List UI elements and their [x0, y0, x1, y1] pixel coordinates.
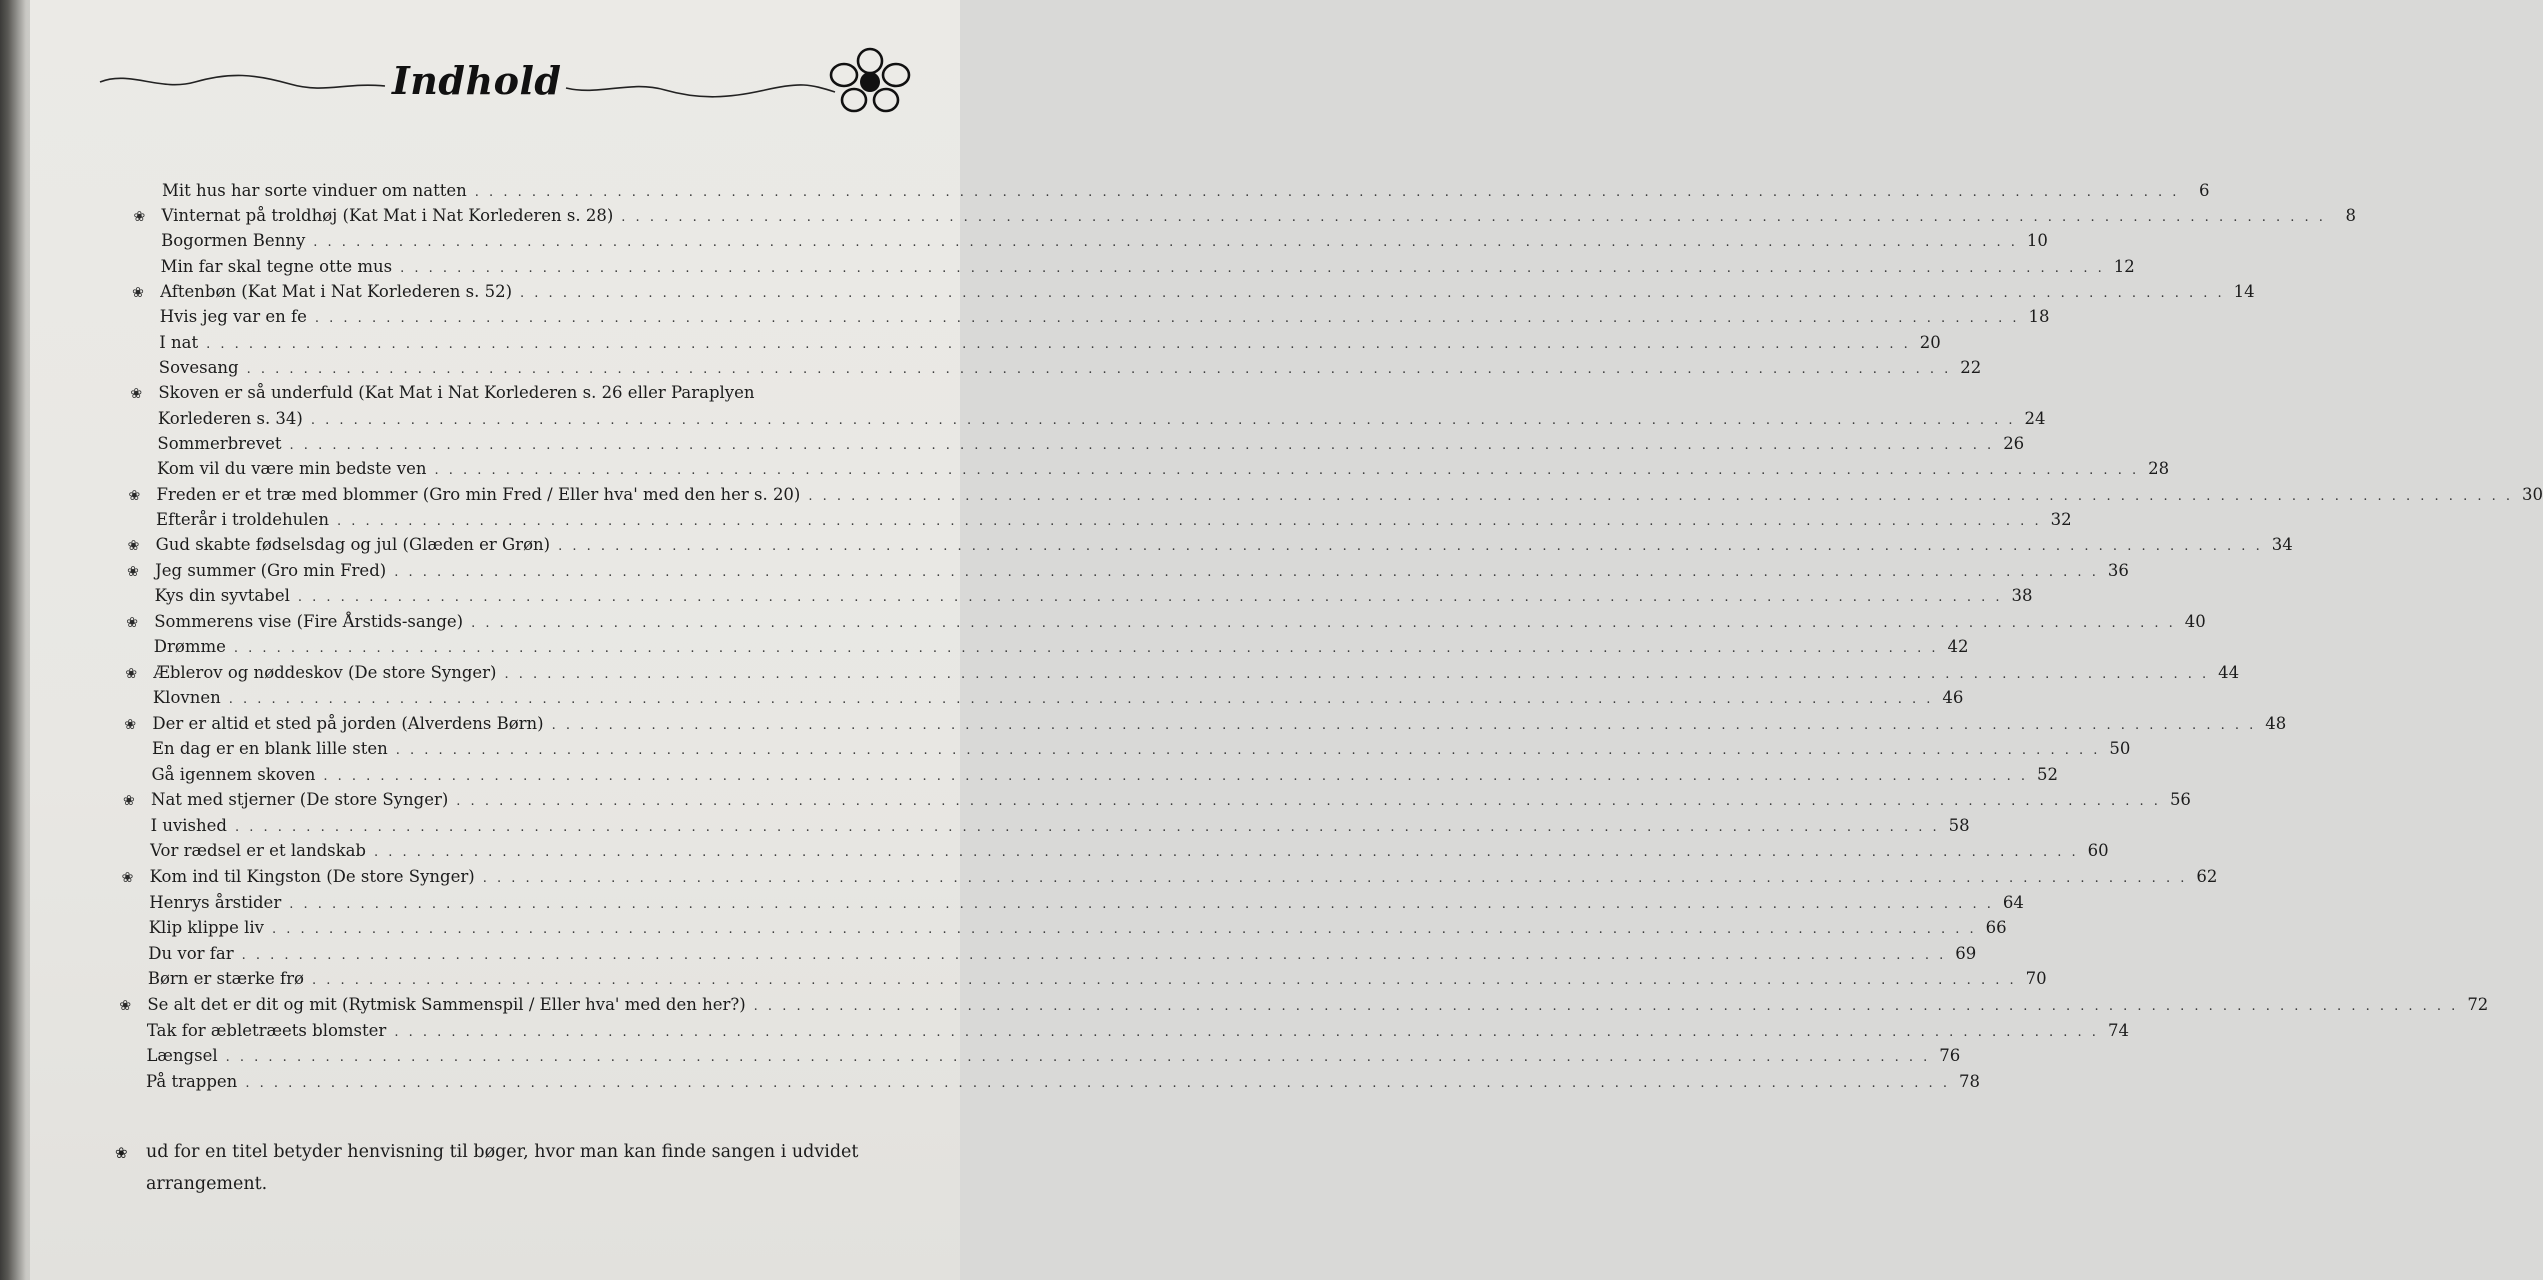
- toc-entry-title: I nat: [159, 332, 199, 352]
- toc-entry: [133, 206, 2356, 228]
- toc-entry-page: 24: [2024, 408, 2046, 428]
- toc-entry: [151, 739, 2131, 761]
- toc-entry-title: Henrys årstider: [149, 892, 282, 912]
- toc-entry-title: Jeg summer (Gro min Fred): [155, 560, 387, 580]
- reference-flower-icon: ❀: [127, 563, 139, 580]
- toc-entry-page: 60: [2087, 841, 2109, 861]
- toc-entry-page: 28: [2148, 459, 2170, 479]
- toc-entry: [152, 688, 1964, 710]
- toc-entry-title: En dag er en blank lille sten: [151, 739, 388, 759]
- dot-leader: . . . . . . . . . . . . . . . . . . . . . . . . . . . . . . . . . . . . . . . . . . . . . . . . . . . . . . . . . . . . . . . . . . . . . . . . . . . . . . . . . . . . . . . . . . . . . . . . . . . . . . . . . . . . . . . . . . . . . . . .: [233, 641, 1939, 657]
- toc-entry-page: 10: [2026, 231, 2048, 251]
- reference-flower-icon: ❀: [132, 285, 144, 302]
- dot-leader: . . . . . . . . . . . . . . . . . . . . . . . . . . . . . . . . . . . . . . . . . . . . . . . . . . . . . . . . . . . . . . . . . . . . . . . . . . . . . . . . . . . . . . . . . . . . . . . . . . . . . . . . . . . . . . . . . . . . . . . .: [225, 1050, 1931, 1066]
- footnote-flower-icon: ❀: [115, 1144, 128, 1162]
- dot-leader: . . . . . . . . . . . . . . . . . . . . . . . . . . . . . . . . . . . . . . . . . . . . . . . . . . . . . . . . . . . . . . . . . . . . . . . . . . . . . . . . . . . . . . . . . . . . . . . . . . . . . . . . . . . . . . . . . . . . . . . .: [394, 1024, 2099, 1040]
- footnote-text: ud for en titel betyder henvisning til bøger, hvor man kan finde sangen i udvidet arrangement.: [146, 1142, 859, 1194]
- footnote: [115, 1136, 905, 1200]
- dot-leader: . . . . . . . . . . . . . . . . . . . . . . . . . . . . . . . . . . . . . . . . . . . . . . . . . . . . . . . . . . . . . . . . . . . . . . . . . . . . . . . . . . . . . . . . . . . . . . . . . . . . . . . . . . . . . . . . . . . . . . . .: [313, 235, 2018, 251]
- reference-flower-icon: ❀: [130, 386, 143, 403]
- toc-entry-title: Gå igennem skoven: [151, 764, 316, 784]
- toc-entry-page: 30: [2522, 484, 2543, 504]
- toc-entry: [132, 282, 2255, 304]
- toc-entry-page: 14: [2233, 282, 2255, 302]
- reference-flower-icon: ❀: [125, 665, 138, 682]
- reference-flower-icon: ❀: [133, 209, 146, 226]
- toc-entry-page: 42: [1947, 637, 1969, 657]
- toc-entry-title: Kom ind til Kingston (De store Synger): [149, 866, 475, 886]
- toc-entry: [127, 535, 2293, 557]
- toc-entry-page: 66: [1985, 918, 2007, 938]
- toc-entry: [161, 231, 2048, 253]
- toc-entry-title: Aftenbøn (Kat Mat i Nat Korlederen s. 52): [160, 282, 513, 302]
- dot-leader: . . . . . . . . . . . . . . . . . . . . . . . . . . . . . . . . . . . . . . . . . . . . . . . . . . . . . . . . . . . . . . . . . . . . . . . . . . . . . . . . . . . . . . . . . . . . . . . . . . . . . . . . . . . . . . . . . . . . . . . .: [395, 743, 2101, 759]
- toc-entry-title: Mit hus har sorte vinduer om natten: [162, 181, 467, 200]
- toc-entry-title: Der er altid et sted på jorden (Alverdens Børn): [152, 713, 544, 733]
- toc-entry-page: 12: [2113, 256, 2135, 276]
- toc-entry-title: Skoven er så underfuld (Kat Mat i Nat Korlederen s. 26 eller Paraplyen: [158, 383, 755, 403]
- toc-entry-page: 52: [2037, 764, 2059, 784]
- toc-entry-page: 48: [2265, 713, 2287, 733]
- toc-entry: [158, 357, 1982, 380]
- flower-icon: [828, 47, 912, 113]
- toc-entry-page: 38: [2011, 586, 2033, 606]
- toc-entry-title: Sovesang: [158, 357, 239, 377]
- page-header: [0, 0, 960, 130]
- toc-entry-title-continued: Korlederen s. 34): [157, 408, 303, 428]
- dot-leader: . . . . . . . . . . . . . . . . . . . . . . . . . . . . . . . . . . . . . . . . . . . . . . . . . . . . . . . . . . . . . . . . . . . . . . . . . . . . . . . . . . . . . . . . . . . . . . . . . . . . . . . . . . . . . . . . . . . . . . . .: [520, 286, 2225, 302]
- dot-leader: . . . . . . . . . . . . . . . . . . . . . . . . . . . . . . . . . . . . . . . . . . . . . . . . . . . . . . . . . . . . . . . . . . . . . . . . . . . . . . . . . . . . . . . . . . . . . . . . . . . . . . . . . . . . . . . . . . . . . . . .: [471, 615, 2176, 631]
- toc-entry: [148, 918, 2007, 940]
- toc-entry-title: Sommerens vise (Fire Årstids-sange): [154, 611, 464, 631]
- dot-leader: . . . . . . . . . . . . . . . . . . . . . . . . . . . . . . . . . . . . . . . . . . . . . . . . . . . . . . . . . . . . . . . . . . . . . . . . . . . . . . . . . . . . . . . . . . . . . . . . . . . . . . . . . . . . . . . . . . . . . . . .: [272, 922, 1977, 938]
- toc-entry-page: 69: [1955, 943, 1977, 963]
- toc-entry-title: Sommerbrevet: [157, 433, 282, 453]
- dot-leader: . . . . . . . . . . . . . . . . . . . . . . . . . . . . . . . . . . . . . . . . . . . . . . . . . . . . . . . . . . . . . . . . . . . . . . . . . . . . . . . . . . . . . . . . . . . . . . . . . . . . . . . . . . . . . . . . . . . . . . . .: [394, 564, 2099, 580]
- toc-entry: [159, 307, 2050, 329]
- toc-entry-page: 18: [2028, 307, 2050, 327]
- toc-entry: [149, 892, 2024, 915]
- toc-entry-title: Børn er stærke frø: [147, 969, 304, 989]
- toc-entry-title: Klovnen: [152, 688, 221, 708]
- dot-leader: . . . . . . . . . . . . . . . . . . . . . . . . . . . . . . . . . . . . . . . . . . . . . . . . . . . . . . . . . . . . . . . . . . . . . . . . . . . . . . . . . . . . . . . . . . . . . . . . . . . . . . . . . . . . . . . . . . . . . . . .: [474, 185, 2180, 200]
- toc-entry-title: Bogormen Benny: [161, 231, 306, 251]
- dot-leader: . . . . . . . . . . . . . . . . . . . . . . . . . . . . . . . . . . . . . . . . . . . . . . . . . . . . . . . . . . . . . . . . . . . . . . . . . . . . . . . . . . . . . . . . . . . . . . . . . . . . . . . . . . . . . . . . . . . . . . . .: [374, 845, 2079, 861]
- toc-entry-page: 20: [1919, 332, 1941, 352]
- toc-entry-page: 36: [2107, 560, 2129, 580]
- toc-entry-title: Nat med stjerner (De store Synger): [151, 790, 449, 810]
- toc-entry-page: 26: [2003, 433, 2025, 453]
- toc-entry-page: 34: [2271, 535, 2293, 555]
- toc-entry-title: Vor rædsel er et landskab: [150, 841, 366, 861]
- toc-entry-page: 56: [2169, 790, 2191, 810]
- toc-entry-title: I uvished: [150, 815, 227, 835]
- toc-entry-title: Du vor far: [148, 943, 234, 963]
- toc-entry: [154, 586, 2033, 608]
- toc-entry-page: 76: [1939, 1046, 1961, 1066]
- toc-entry-title: Gud skabte fødselsdag og jul (Glæden er Grøn): [155, 535, 551, 555]
- toc-entry-page: 62: [2196, 866, 2218, 886]
- toc-entry-page: 64: [2002, 892, 2024, 912]
- dot-leader: . . . . . . . . . . . . . . . . . . . . . . . . . . . . . . . . . . . . . . . . . . . . . . . . . . . . . . . . . . . . . . . . . . . . . . . . . . . . . . . . . . . . . . . . . . . . . . . . . . . . . . . . . . . . . . . . . . . . . . . .: [228, 692, 1934, 708]
- toc-entry-page: 72: [2467, 995, 2489, 1014]
- dot-leader: . . . . . . . . . . . . . . . . . . . . . . . . . . . . . . . . . . . . . . . . . . . . . . . . . . . . . . . . . . . . . . . . . . . . . . . . . . . . . . . . . . . . . . . . . . . . . . . . . . . . . . . . . . . . . . . . . . . . . . . .: [456, 794, 2161, 810]
- toc-entry-page: 78: [1958, 1072, 1980, 1091]
- dot-leader: . . . . . . . . . . . . . . . . . . . . . . . . . . . . . . . . . . . . . . . . . . . . . . . . . . . . . . . . . . . . . . . . . . . . . . . . . . . . . . . . . . . . . . . . . . . . . . . . . . . . . . . . . . . . . . . . . . . . . . . .: [311, 973, 2017, 989]
- dot-leader: . . . . . . . . . . . . . . . . . . . . . . . . . . . . . . . . . . . . . . . . . . . . . . . . . . . . . . . . . . . . . . . . . . . . . . . . . . . . . . . . . . . . . . . . . . . . . . . . . . . . . . . . . . . . . . . . . . . . . . . .: [310, 412, 2016, 428]
- reference-flower-icon: ❀: [126, 614, 138, 631]
- dot-leader: . . . . . . . . . . . . . . . . . . . . . . . . . . . . . . . . . . . . . . . . . . . . . . . . . . . . . . . . . . . . . . . . . . . . . . . . . . . . . . . . . . . . . . . . . . . . . . . . . . . . . . . . . . . . . . . . . . . . . . . .: [504, 666, 2210, 682]
- toc-entry: [159, 332, 1941, 355]
- reference-flower-icon: ❀: [121, 869, 134, 886]
- dot-leader: . . . . . . . . . . . . . . . . . . . . . . . . . . . . . . . . . . . . . . . . . . . . . . . . . . . . . . . . . . . . . . . . . . . . . . . . . . . . . . . . . . . . . . . . . . . . . . . . . . . . . . . . . . . . . . . . . . . . . . . .: [314, 311, 2020, 327]
- toc-entry-page: 70: [2025, 969, 2047, 989]
- toc-entry-page: 50: [2109, 739, 2131, 759]
- toc-entry-page: 44: [2218, 662, 2240, 682]
- toc-entry-page: 22: [1960, 357, 1982, 377]
- toc-entry: [130, 383, 858, 403]
- toc-entry-title: Drømme: [153, 637, 226, 657]
- dot-leader: . . . . . . . . . . . . . . . . . . . . . . . . . . . . . . . . . . . . . . . . . . . . . . . . . . . . . . . . . . . . . . . . . . . . . . . . . . . . . . . . . . . . . . . . . . . . . . . . . . . . . . . . . . . . . . . . . . . . . . . .: [234, 819, 1940, 835]
- toc-entry-page: 6: [2198, 181, 2210, 200]
- page-title: Indhold: [392, 58, 562, 103]
- dot-leader: . . . . . . . . . . . . . . . . . . . . . . . . . . . . . . . . . . . . . . . . . . . . . . . . . . . . . . . . . . . . . . . . . . . . . . . . . . . . . . . . . . . . . . . . . . . . . . . . . . . . . . . . . . . . . . . . . . . . . . . .: [289, 437, 1995, 453]
- toc-entry-title: Freden er et træ med blommer (Gro min Fred / Eller hva' med den her s. 20): [156, 484, 801, 504]
- toc-entry-title: Kys din syvtabel: [154, 586, 290, 606]
- dot-leader: . . . . . . . . . . . . . . . . . . . . . . . . . . . . . . . . . . . . . . . . . . . . . . . . . . . . . . . . . . . . . . . . . . . . . . . . . . . . . . . . . . . . . . . . . . . . . . . . . . . . . . . . . . . . . . . . . . . . . . . .: [558, 539, 2263, 555]
- toc-entry: [156, 510, 2072, 532]
- toc-entry-page: 40: [2184, 611, 2206, 631]
- toc-entry-page: 58: [1948, 815, 1970, 835]
- dot-leader: . . . . . . . . . . . . . . . . . . . . . . . . . . . . . . . . . . . . . . . . . . . . . . . . . . . . . . . . . . . . . . . . . . . . . . . . . . . . . . . . . . . . . . . . . . . . . . . . . . . . . . . . . . . . . . . . . . . . . . . .: [206, 336, 1911, 352]
- dot-leader: . . . . . . . . . . . . . . . . . . . . . . . . . . . . . . . . . . . . . . . . . . . . . . . . . . . . . . . . . . . . . . . . . . . . . . . . . . . . . . . . . . . . . . . . . . . . . . . . . . . . . . . . . . . . . . . . . . . . . . . .: [297, 590, 2003, 606]
- dot-leader: . . . . . . . . . . . . . . . . . . . . . . . . . . . . . . . . . . . . . . . . . . . . . . . . . . . . . . . . . . . . . . . . . . . . . . . . . . . . . . . . . . . . . . . . . . . . . . . . . . . . . . . . . . . . . . . . . . . . . . . .: [241, 947, 1947, 963]
- toc-entry: [126, 611, 2206, 634]
- toc-entry: [156, 459, 2170, 481]
- dot-leader: . . . . . . . . . . . . . . . . . . . . . . . . . . . . . . . . . . . . . . . . . . . . . . . . . . . . . . . . . . . . . . . . . . . . . . . . . . . . . . . . . . . . . . . . . . . . . . . . . . . . . . . . . . . . . . . . . . . . . . . .: [336, 514, 2042, 530]
- toc-entry-title: Hvis jeg var en fe: [159, 307, 307, 327]
- reference-flower-icon: ❀: [127, 538, 140, 555]
- dot-leader: . . . . . . . . . . . . . . . . . . . . . . . . . . . . . . . . . . . . . . . . . . . . . . . . . . . . . . . . . . . . . . . . . . . . . . . . . . . . . . . . . . . . . . . . . . . . . . . . . . . . . . . . . . . . . . . . . . . . . . . .: [323, 768, 2029, 784]
- toc-entry: [146, 1046, 1961, 1068]
- toc-entry: [128, 484, 2543, 507]
- toc-entry: [119, 995, 2489, 1017]
- toc-entry: [150, 815, 1970, 838]
- toc-entry: [162, 181, 2210, 203]
- dot-leader: . . . . . . . . . . . . . . . . . . . . . . . . . . . . . . . . . . . . . . . . . . . . . . . . . . . . . . . . . . . . . . . . . . . . . . . . . . . . . . . . . . . . . . . . . . . . . . . . . . . . . . . . . . . . . . . . . . . . . . . .: [551, 717, 2257, 733]
- dot-leader: . . . . . . . . . . . . . . . . . . . . . . . . . . . . . . . . . . . . . . . . . . . . . . . . . . . . . . . . . . . . . . . . . . . . . . . . . . . . . . . . . . . . . . . . . . . . . . . . . . . . . . . . . . . . . . . . . . . . . . . .: [753, 999, 2459, 1014]
- toc-entry: [160, 256, 2135, 279]
- dot-leader: . . . . . . . . . . . . . . . . . . . . . . . . . . . . . . . . . . . . . . . . . . . . . . . . . . . . . . . . . . . . . . . . . . . . . . . . . . . . . . . . . . . . . . . . . . . . . . . . . . . . . . . . . . . . . . . . . . . . . . . .: [434, 463, 2140, 479]
- toc-entry-page: 46: [1942, 688, 1964, 708]
- toc-entry-title: Tak for æbletræets blomster: [146, 1020, 387, 1040]
- toc-entry-title: Se alt det er dit og mit (Rytmisk Sammenspil / Eller hva' med den her?): [147, 995, 746, 1014]
- toc-entry-title: Efterår i troldehulen: [156, 510, 329, 530]
- dot-leader: . . . . . . . . . . . . . . . . . . . . . . . . . . . . . . . . . . . . . . . . . . . . . . . . . . . . . . . . . . . . . . . . . . . . . . . . . . . . . . . . . . . . . . . . . . . . . . . . . . . . . . . . . . . . . . . . . . . . . . . .: [245, 1076, 1950, 1091]
- dot-leader: . . . . . . . . . . . . . . . . . . . . . . . . . . . . . . . . . . . . . . . . . . . . . . . . . . . . . . . . . . . . . . . . . . . . . . . . . . . . . . . . . . . . . . . . . . . . . . . . . . . . . . . . . . . . . . . . . . . . . . . .: [808, 488, 2514, 504]
- toc-entry: [150, 841, 2109, 863]
- toc-entry: [151, 764, 2059, 787]
- toc-entry: [147, 969, 2047, 991]
- toc-entry-title: Vinternat på troldhøj (Kat Mat i Nat Korlederen s. 28): [161, 206, 614, 226]
- toc-entry-title: Kom vil du være min bedste ven: [156, 459, 427, 479]
- toc-entry: [148, 943, 1977, 966]
- toc-entry: [123, 790, 2191, 812]
- toc-entry: [127, 560, 2129, 583]
- toc-entry-title: Min far skal tegne otte mus: [160, 256, 393, 276]
- reference-flower-icon: ❀: [124, 716, 137, 733]
- reference-flower-icon: ❀: [119, 998, 132, 1014]
- toc-entry-page: 32: [2050, 510, 2072, 530]
- dot-leader: . . . . . . . . . . . . . . . . . . . . . . . . . . . . . . . . . . . . . . . . . . . . . . . . . . . . . . . . . . . . . . . . . . . . . . . . . . . . . . . . . . . . . . . . . . . . . . . . . . . . . . . . . . . . . . . . . . . . . . . .: [621, 210, 2326, 226]
- toc-entry: [157, 408, 2046, 431]
- toc-entry: [146, 1020, 2129, 1043]
- dot-leader: . . . . . . . . . . . . . . . . . . . . . . . . . . . . . . . . . . . . . . . . . . . . . . . . . . . . . . . . . . . . . . . . . . . . . . . . . . . . . . . . . . . . . . . . . . . . . . . . . . . . . . . . . . . . . . . . . . . . . . . .: [400, 260, 2105, 276]
- toc-entry: [121, 866, 2218, 889]
- toc-entry: [125, 662, 2240, 685]
- toc-entry-title: Æblerov og nøddeskov (De store Synger): [153, 662, 497, 682]
- toc-entry-title: Længsel: [146, 1046, 218, 1066]
- reference-flower-icon: ❀: [128, 487, 141, 504]
- toc-entry: [153, 637, 1969, 659]
- toc-entry: [146, 1072, 1980, 1094]
- toc-entry: [124, 713, 2287, 736]
- dot-leader: . . . . . . . . . . . . . . . . . . . . . . . . . . . . . . . . . . . . . . . . . . . . . . . . . . . . . . . . . . . . . . . . . . . . . . . . . . . . . . . . . . . . . . . . . . . . . . . . . . . . . . . . . . . . . . . . . . . . . . . .: [289, 896, 1994, 912]
- toc-entry-page: 74: [2107, 1020, 2129, 1040]
- reference-flower-icon: ❀: [123, 793, 135, 810]
- toc-entry-page: 8: [2345, 206, 2356, 226]
- toc-entry: [157, 433, 2025, 456]
- dot-leader: . . . . . . . . . . . . . . . . . . . . . . . . . . . . . . . . . . . . . . . . . . . . . . . . . . . . . . . . . . . . . . . . . . . . . . . . . . . . . . . . . . . . . . . . . . . . . . . . . . . . . . . . . . . . . . . . . . . . . . . .: [482, 870, 2188, 886]
- dot-leader: . . . . . . . . . . . . . . . . . . . . . . . . . . . . . . . . . . . . . . . . . . . . . . . . . . . . . . . . . . . . . . . . . . . . . . . . . . . . . . . . . . . . . . . . . . . . . . . . . . . . . . . . . . . . . . . . . . . . . . . .: [246, 361, 1952, 377]
- toc-entry-title: På trappen: [146, 1072, 238, 1091]
- toc-entry-title: Klip klippe liv: [148, 918, 264, 938]
